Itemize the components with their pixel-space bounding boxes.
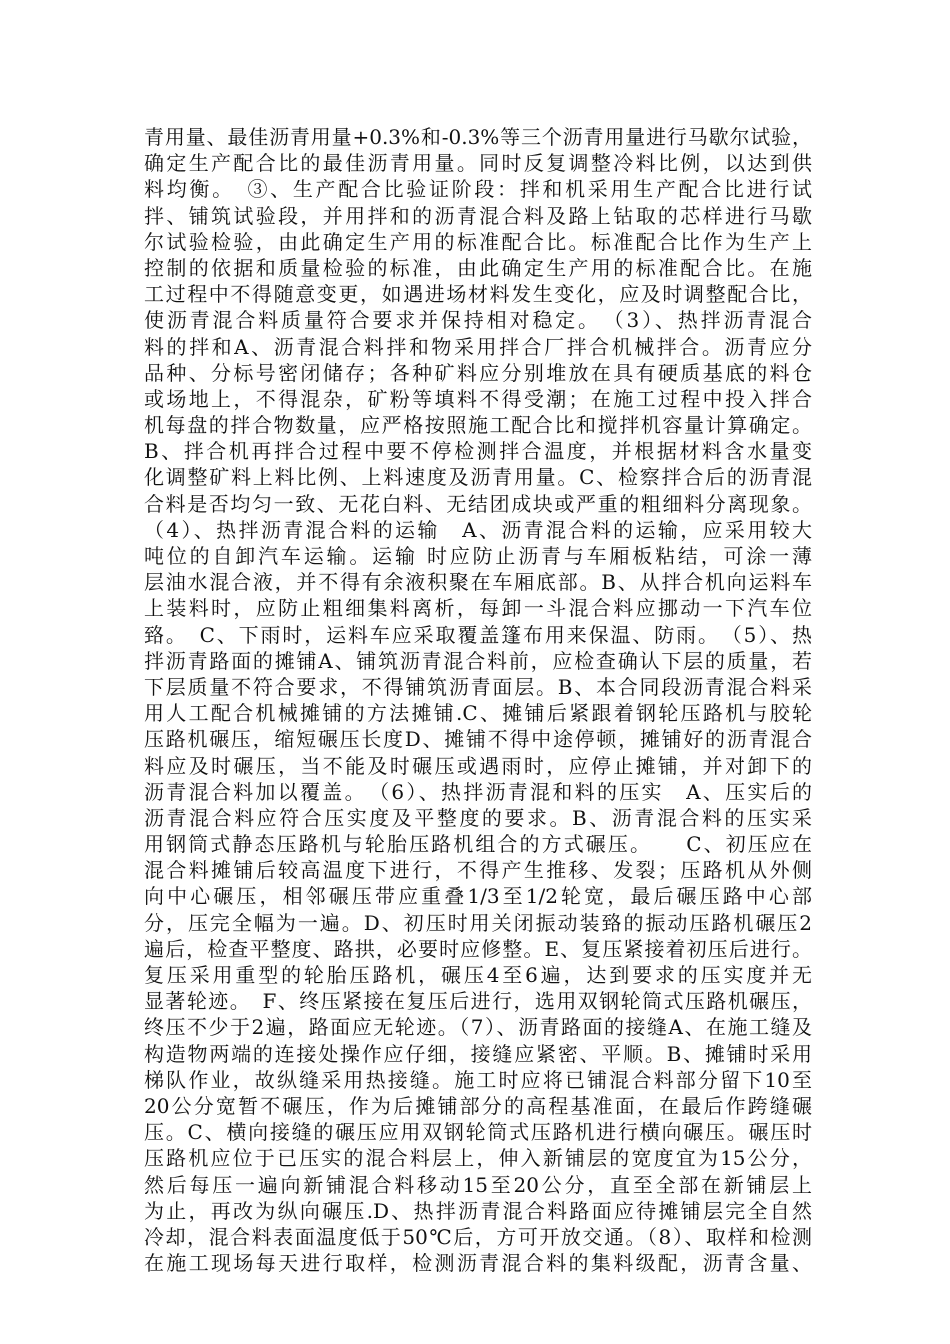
text-line: 然后每压一遍向新铺混合料移动15至20公分，直至全部在新铺层上 (144, 1172, 812, 1197)
text-line: 上装料时，应防止粗细集料离析，每卸一斗混合料应挪动一下汽车位 (144, 596, 812, 621)
text-line: 沥青混合料应符合压实度及平整度的要求。B、沥青混合料的压实采 (144, 805, 812, 830)
text-line: 吨位的自卸汽车运输。运输 时应防止沥青与车厢板粘结，可涂一薄 (144, 544, 812, 568)
text-line: 压路机应位于已压实的混合料层上，伸入新铺层的宽度宜为15公分， (144, 1146, 812, 1171)
text-line: B、拌合机再拌合过程中要不停检测拌合温度，并根据材料含水量变 (144, 439, 812, 464)
text-line: 复压采用重型的轮胎压路机，碾压4至6遍，达到要求的压实度并无 (144, 963, 812, 987)
text-line: 沥青混合料加以覆盖。 （6）、热拌沥青混和料的压实 A、压实后的 (144, 779, 812, 804)
text-line: 遍后，检查平整度、路拱，必要时应修整。E、复压紧接着初压后进行。 (144, 936, 812, 961)
text-line: 梯队作业，故纵缝采用热接缝。施工时应将已铺混合料部分留下10至 (144, 1067, 812, 1092)
text-line: 料应及时碾压，当不能及时碾压或遇雨时，应停止摊铺，并对卸下的 (144, 753, 812, 778)
text-line: 尔试验检验，由此确定生产用的标准配合比。标准配合比作为生产上 (144, 229, 812, 254)
text-line: 青用量、最佳沥青用量+0.3%和-0.3%等三个沥青用量进行马歇尔试验， (144, 125, 812, 149)
text-line: 化调整矿料上料比例、上料速度及沥青用量。C、检察拌合后的沥青混 (144, 465, 812, 490)
text-line: 工过程中不得随意变更，如遇进场材料发生变化，应及时调整配合比， (144, 282, 812, 307)
text-line: 臵。 C、下雨时，运料车应采取覆盖篷布用来保温、防雨。 （5）、热 (144, 622, 812, 647)
text-line: （4）、热拌沥青混合料的运输 A、沥青混合料的运输，应采用较大 (144, 517, 812, 542)
text-line: 层油水混合液，并不得有余液积聚在车厢底部。B、从拌合机向运料车 (144, 570, 812, 595)
text-line: 显著轮迹。 F、终压紧接在复压后进行，选用双钢轮筒式压路机碾压， (144, 989, 812, 1014)
text-line: 使沥青混合料质量符合要求并保持相对稳定。 （3）、热拌沥青混合 (144, 308, 812, 333)
body-text (144, 124, 812, 1276)
text-line: 品种、分标号密闭储存；各种矿料应分别堆放在具有硬质基底的料仓 (144, 360, 812, 385)
text-line: 用人工配合机械摊铺的方法摊铺.C、摊铺后紧跟着钢轮压路机与胶轮 (144, 701, 812, 726)
text-line: 机每盘的拌合物数量，应严格按照施工配合比和搅拌机容量计算确定。 (144, 413, 812, 438)
text-line: 控制的依据和质量检验的标准，由此确定生产用的标准配合比。在施 (144, 255, 812, 280)
text-line: 分，压完全幅为一遍。D、初压时用关闭振动装臵的振动压路机碾压2 (144, 910, 812, 935)
text-line: 或场地上，不得混杂，矿粉等填料不得受潮；在施工过程中投入拌合 (144, 386, 812, 411)
text-line: 合料是否均匀一致、无花白料、无结团成块或严重的粗细料分离现象。 (144, 491, 812, 516)
text-line: 为止，再改为纵向碾压.D、热拌沥青混合料路面应待摊铺层完全自然 (144, 1198, 812, 1223)
text-line: 料均衡。 ③、生产配合比验证阶段：拌和机采用生产配合比进行试 (144, 177, 812, 202)
text-line: 料的拌和A、沥青混合料拌和物采用拌合厂拌合机械拌合。沥青应分 (144, 334, 812, 359)
text-line: 压。C、横向接缝的碾压应用双钢轮筒式压路机进行横向碾压。碾压时 (144, 1120, 812, 1145)
text-line: 向中心碾压，相邻碾压带应重叠1/3至1/2轮宽，最后碾压路中心部 (144, 884, 812, 909)
text-line: 冷却，混合料表面温度低于50℃后，方可开放交通。（8）、取样和检测 (144, 1224, 812, 1249)
text-line: 构造物两端的连接处操作应仔细，接缝应紧密、平顺。B、摊铺时采用 (144, 1041, 812, 1066)
text-line: 终压不少于2遍，路面应无轮迹。（7）、沥青路面的接缝A、在施工缝及 (144, 1015, 812, 1040)
text-line: 压路机碾压，缩短碾压长度D、摊铺不得中途停顿，摊铺好的沥青混合 (144, 727, 812, 752)
text-line: 用钢筒式静态压路机与轮胎压路机组合的方式碾压。 C、初压应在 (144, 832, 812, 857)
text-line: 下层质量不符合要求，不得铺筑沥青面层。B、本合同段沥青混合料采 (144, 674, 812, 699)
text-line: 确定生产配合比的最佳沥青用量。同时反复调整冷料比例，以达到供 (144, 151, 812, 176)
text-line: 拌、铺筑试验段，并用拌和的沥青混合料及路上钻取的芯样进行马歇 (144, 203, 812, 228)
text-line: 20公分宽暂不碾压，作为后摊铺部分的高程基准面，在最后作跨缝碾 (144, 1093, 812, 1118)
text-line: 混合料摊铺后较高温度下进行，不得产生推移、发裂；压路机从外侧 (144, 858, 812, 883)
text-line: 在施工现场每天进行取样，检测沥青混合料的集料级配，沥青含量、 (144, 1251, 812, 1276)
text-line: 拌沥青路面的摊铺A、铺筑沥青混合料前，应检查确认下层的质量，若 (144, 648, 812, 673)
